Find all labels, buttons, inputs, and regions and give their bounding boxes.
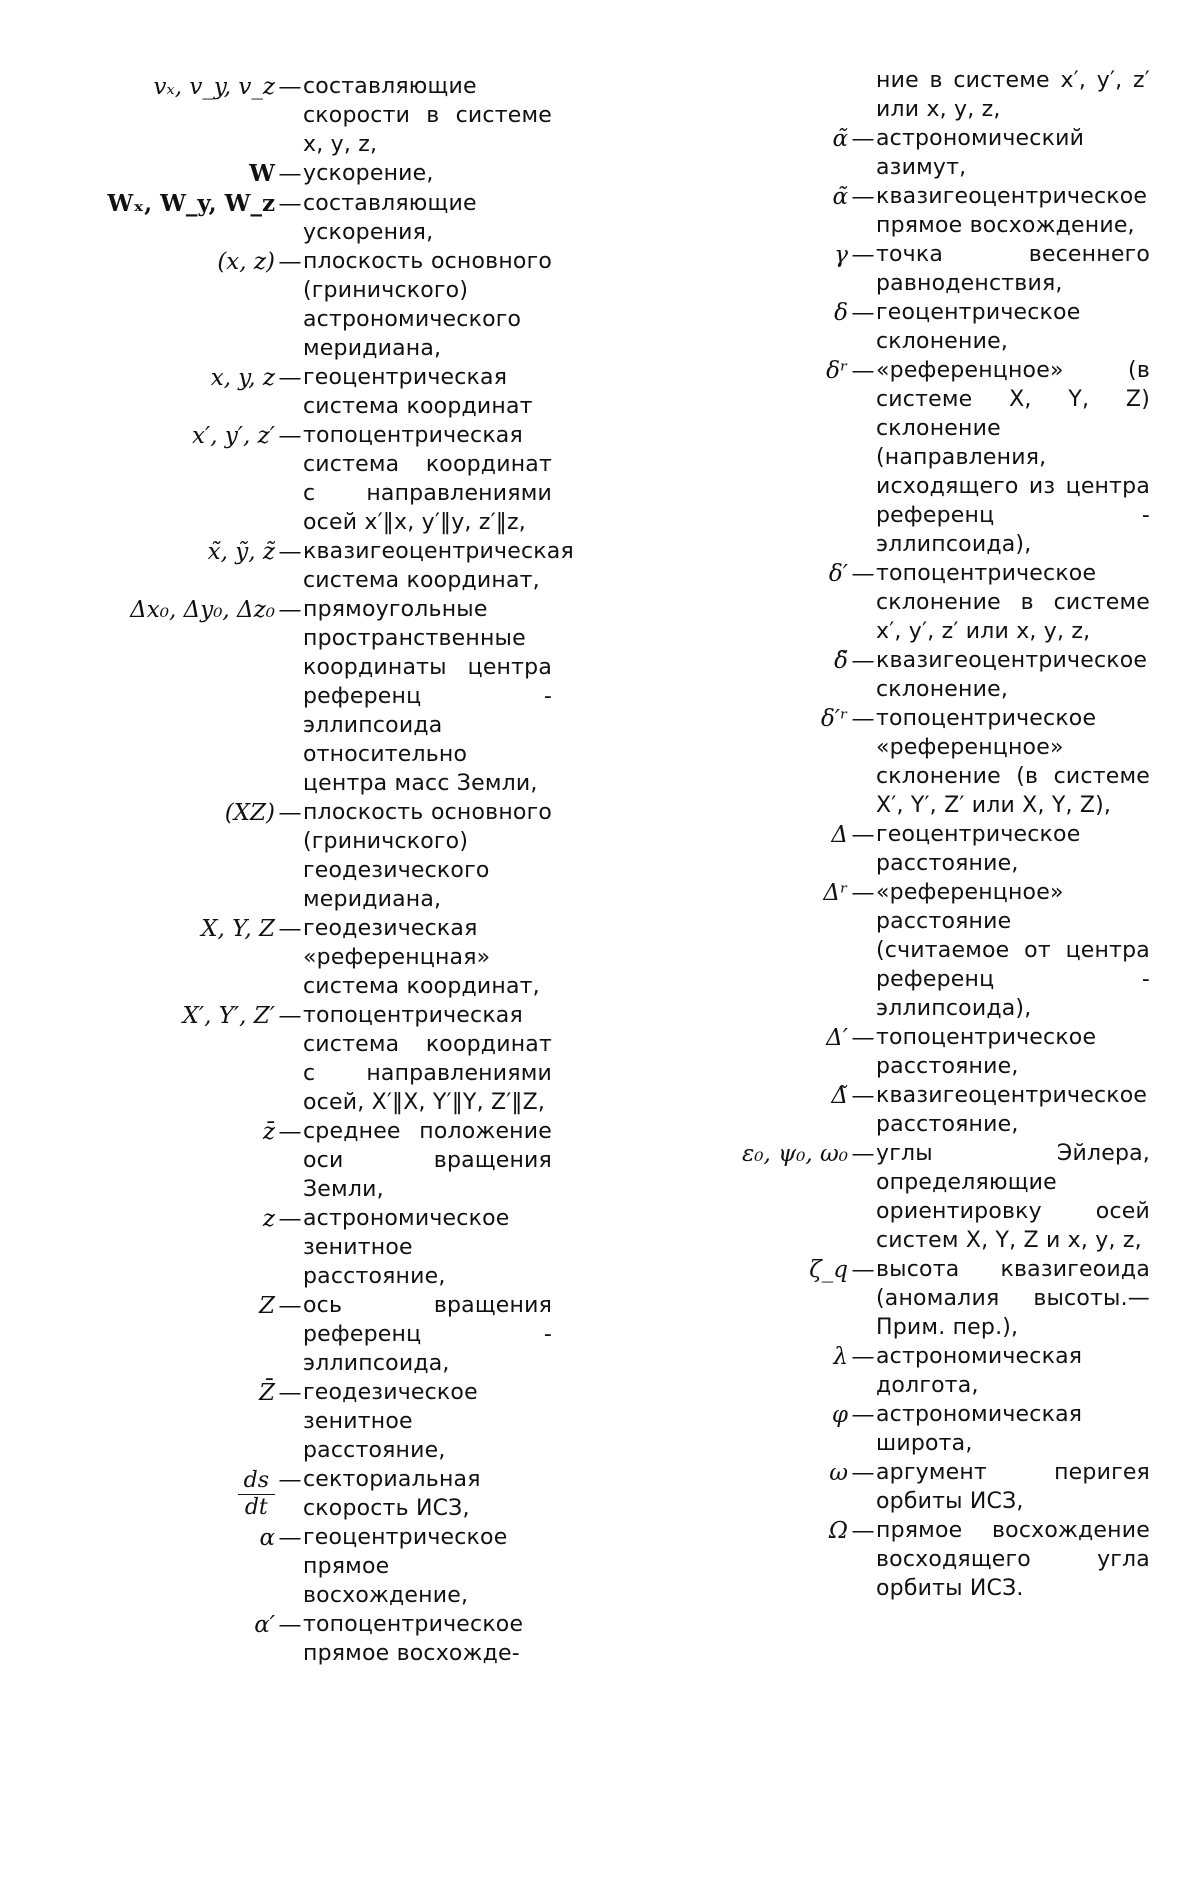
- notation-description: топоцентрическая система координат с направлениями осей x′‖x, y′‖y, z′‖z,: [303, 423, 552, 535]
- notation-description: «референцное» расстояние (считаемое от центра референц - эллипсоида),: [876, 880, 1150, 1021]
- notation-entry: [680, 1255, 1150, 1342]
- fraction-denominator: dt: [244, 1495, 268, 1520]
- notation-entry: [62, 595, 552, 798]
- notation-symbol: δ: [834, 300, 848, 326]
- em-dash: —: [278, 249, 302, 275]
- notation-description: высота квазигеоида (аномалия высоты.—Прим. пер.),: [876, 1257, 1150, 1340]
- notation-description: квазигеоцентрическое прямое восхождение,: [876, 184, 1148, 238]
- em-dash: —: [851, 126, 875, 152]
- notation-description: астрономическое зенитное расстояние,: [303, 1206, 510, 1289]
- notation-entry: [62, 1204, 552, 1291]
- notation-entry: [680, 878, 1150, 1023]
- notation-symbol: X′, Y′, Z′: [182, 1003, 275, 1029]
- notation-symbol: δ̃: [834, 648, 848, 674]
- notation-entry: [680, 1081, 1150, 1139]
- notation-symbol: Wₓ, W_y, W_z: [107, 190, 275, 217]
- continuation-text: ние в системе x′, y′, z′ или x, y, z,: [876, 68, 1150, 122]
- em-dash: —: [278, 916, 302, 942]
- notation-description: прямоугольные пространственные координаты центра референц - эллипсоида относительно центра масс Земли,: [303, 597, 552, 796]
- notation-entry: [62, 1465, 552, 1523]
- notation-entry: [680, 124, 1150, 182]
- notation-description: топоцентрическая система координат с направлениями осей, X′‖X, Y′‖Y, Z′‖Z,: [303, 1003, 552, 1115]
- notation-symbol: z: [262, 1206, 275, 1232]
- em-dash: —: [851, 1460, 875, 1486]
- notation-description: астрономическая долгота,: [876, 1344, 1083, 1398]
- em-dash: —: [278, 539, 302, 565]
- em-dash: —: [851, 1141, 875, 1167]
- notation-description: квазигеоцентрическая система координат,: [303, 539, 574, 593]
- notation-entry: [680, 1400, 1150, 1458]
- em-dash: —: [851, 648, 875, 674]
- continuation-line: [680, 66, 1150, 124]
- notation-symbol: x, y, z: [210, 365, 275, 391]
- notation-entry: [680, 1516, 1150, 1603]
- notation-symbol: Δ′: [826, 1025, 848, 1051]
- em-dash: —: [851, 1025, 875, 1051]
- em-dash: —: [851, 184, 875, 210]
- notation-entry: [62, 189, 552, 247]
- right-column: [680, 66, 1150, 1603]
- em-dash: —: [851, 561, 875, 587]
- fraction-symbol: [238, 1468, 275, 1521]
- notation-symbol: W: [249, 160, 275, 187]
- notation-description: плоскость основного (гриничского) геодезического меридиана,: [303, 800, 552, 912]
- em-dash: —: [278, 1119, 302, 1145]
- notation-entry: [62, 1610, 552, 1668]
- notation-symbol: vₓ, v_y, v_z: [153, 74, 275, 100]
- notation-description: топоцентрическое «референцное» склонение (в системе X′, Y′, Z′ или X, Y, Z),: [876, 706, 1150, 818]
- notation-symbol: ζ_q: [809, 1257, 848, 1283]
- notation-symbol: Z̄: [259, 1380, 275, 1406]
- notation-description: составляющие ускорения,: [303, 191, 477, 245]
- notation-entry: [680, 559, 1150, 646]
- em-dash: —: [278, 1525, 302, 1551]
- left-column: [62, 72, 574, 1668]
- notation-description: геодезическая «референцная» система координат,: [303, 916, 540, 999]
- em-dash: —: [278, 1003, 302, 1029]
- notation-symbol: Ω: [828, 1518, 848, 1544]
- notation-entry: [62, 1117, 552, 1204]
- em-dash: —: [851, 358, 875, 384]
- notation-description: геоцентрическая система координат: [303, 365, 533, 419]
- notation-entry: [680, 646, 1150, 704]
- notation-description: углы Эйлера, определяющие ориентировку осей систем X, Y, Z и x, y, z,: [876, 1141, 1150, 1253]
- em-dash: —: [851, 1344, 875, 1370]
- notation-entry: [62, 914, 552, 1001]
- em-dash: —: [278, 1380, 302, 1406]
- notation-symbol: z̄: [262, 1119, 275, 1145]
- notation-symbol: λ: [833, 1344, 848, 1370]
- notation-symbol: α̃: [832, 184, 848, 210]
- em-dash: —: [278, 1467, 302, 1493]
- notation-symbol: Δ: [831, 822, 848, 848]
- notation-description: секториальная скорость ИСЗ,: [303, 1467, 481, 1521]
- em-dash: —: [278, 161, 302, 187]
- notation-symbol: (x, z): [217, 249, 275, 275]
- notation-entry: [680, 298, 1150, 356]
- notation-description: среднее положение оси вращения Земли,: [303, 1119, 552, 1202]
- notation-description: топоцентрическое прямое восхожде-: [303, 1612, 524, 1666]
- notation-entry: [62, 72, 552, 159]
- notation-symbol: x′, y′, z′: [192, 423, 275, 449]
- notation-symbol: Δ̃: [831, 1083, 848, 1109]
- notation-description: плоскость основного (гриничского) астрономического меридиана,: [303, 249, 552, 361]
- em-dash: —: [851, 1402, 875, 1428]
- em-dash: —: [851, 822, 875, 848]
- notation-entry: [62, 537, 574, 595]
- notation-symbol: (XZ): [224, 800, 275, 826]
- em-dash: —: [851, 1518, 875, 1544]
- notation-symbol: Δʳ: [823, 880, 848, 906]
- em-dash: —: [851, 1257, 875, 1283]
- notation-description: точка весеннего равноденствия,: [876, 242, 1150, 296]
- notation-symbol: δ′: [828, 561, 848, 587]
- notation-entry: [62, 363, 552, 421]
- notation-symbol: δʳ: [826, 358, 848, 384]
- notation-description: геоцентрическое расстояние,: [876, 822, 1081, 876]
- notation-entry: [680, 1023, 1150, 1081]
- em-dash: —: [851, 1083, 875, 1109]
- notation-entry: [62, 1291, 552, 1378]
- notation-description: прямое восхождение восходящего угла орбиты ИСЗ.: [876, 1518, 1150, 1601]
- notation-symbol: δ′ʳ: [820, 706, 848, 732]
- em-dash: —: [278, 800, 302, 826]
- notation-entry: [680, 240, 1150, 298]
- notation-description: геоцентрическое прямое восхождение,: [303, 1525, 508, 1608]
- notation-description: ось вращения референц - эллипсоида,: [303, 1293, 552, 1376]
- notation-entry: [62, 1378, 552, 1465]
- em-dash: —: [278, 423, 302, 449]
- em-dash: —: [851, 706, 875, 732]
- notation-entry: [62, 421, 552, 537]
- em-dash: —: [278, 1293, 302, 1319]
- notation-description: составляющие скорости в системе x, y, z,: [303, 74, 552, 157]
- notation-symbol: Z: [259, 1293, 275, 1319]
- notation-description: астрономический азимут,: [876, 126, 1085, 180]
- notation-symbol: ε₀, ψ₀, ω₀: [741, 1141, 848, 1167]
- notation-symbol: γ: [834, 242, 848, 268]
- em-dash: —: [278, 191, 302, 217]
- fraction-numerator: ds: [238, 1468, 275, 1495]
- notation-description: «референцное» (в системе X, Y, Z) склонение (направления, исходящего из центра референц - эллипсоида),: [876, 358, 1150, 557]
- notation-entry: [680, 1139, 1150, 1255]
- notation-symbol: Δx₀, Δy₀, Δz₀: [130, 597, 275, 623]
- notation-description: топоцентрическое расстояние,: [876, 1025, 1097, 1079]
- notation-symbol: [62, 1465, 277, 1521]
- notation-description: топоцентрическое склонение в системе x′, y′, z′ или x, y, z,: [876, 561, 1150, 644]
- em-dash: —: [278, 1206, 302, 1232]
- notation-entry: [680, 704, 1150, 820]
- notation-symbol: φ: [831, 1402, 848, 1428]
- notation-description: астрономическая широта,: [876, 1402, 1083, 1456]
- notation-description: геодезическое зенитное расстояние,: [303, 1380, 478, 1463]
- notation-symbol: α: [259, 1525, 275, 1551]
- notation-entry: [62, 798, 552, 914]
- notation-entry: [680, 820, 1150, 878]
- em-dash: —: [278, 1612, 302, 1638]
- notation-description: квазигеоцентрическое склонение,: [876, 648, 1148, 702]
- em-dash: —: [851, 242, 875, 268]
- notation-symbol: ω: [829, 1460, 848, 1486]
- em-dash: —: [851, 880, 875, 906]
- notation-description: квазигеоцентрическое расстояние,: [876, 1083, 1148, 1137]
- notation-symbol: α̃: [832, 126, 848, 152]
- notation-entry: [680, 1458, 1150, 1516]
- notation-entry: [62, 159, 552, 189]
- notation-entry: [680, 1342, 1150, 1400]
- notation-description: ускорение,: [303, 161, 434, 186]
- notation-entry: [62, 1001, 552, 1117]
- em-dash: —: [851, 300, 875, 326]
- em-dash: —: [278, 74, 302, 100]
- notation-entry: [62, 1523, 552, 1610]
- notation-entry: [62, 247, 552, 363]
- notation-description: геоцентрическое склонение,: [876, 300, 1081, 354]
- notation-entry: [680, 182, 1150, 240]
- notation-description: аргумент перигея орбиты ИСЗ,: [876, 1460, 1150, 1514]
- notation-symbol: α′: [254, 1612, 275, 1638]
- notation-symbol: x̃, ỹ, z̃: [207, 539, 275, 565]
- em-dash: —: [278, 597, 302, 623]
- notation-symbol: X, Y, Z: [201, 916, 275, 942]
- em-dash: —: [278, 365, 302, 391]
- notation-entry: [680, 356, 1150, 559]
